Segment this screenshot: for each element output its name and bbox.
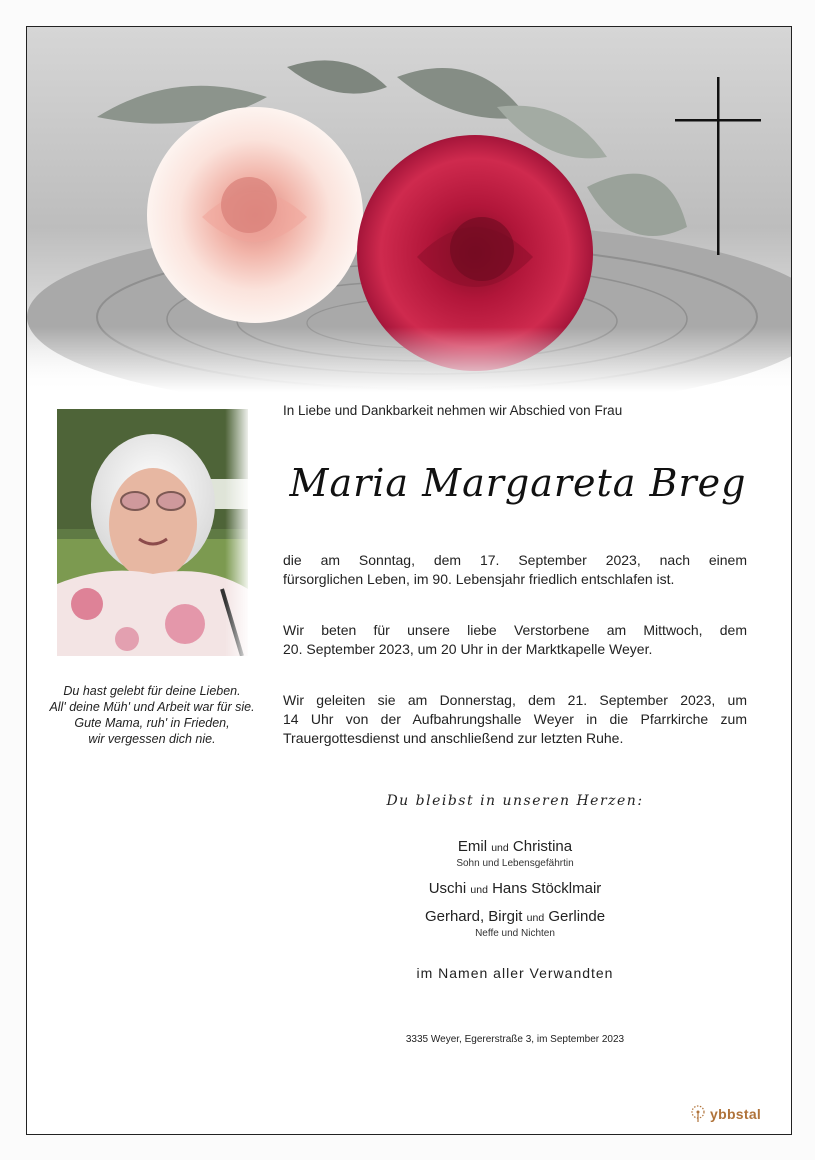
paragraph-line: Wir beten für unsere liebe Verstorbene am Mittwoch, dem: [283, 622, 747, 638]
closing-line: im Namen aller Verwandten: [416, 965, 614, 981]
brand-logo: [689, 1105, 761, 1123]
brand-name: ybbstal: [710, 1106, 762, 1122]
quote-line: Du hast gelebt für deine Lieben.: [63, 684, 241, 698]
mourner-relation: Neffe und Nichten: [475, 928, 555, 939]
intro-text: In Liebe und Dankbarkeit nehmen wir Abschied von Frau: [283, 403, 623, 418]
mourner-name: Hans Stöcklmair: [492, 880, 602, 897]
paragraph-line: fürsorglichen Leben, im 90. Lebensjahr friedlich entschlafen ist.: [283, 571, 675, 587]
obituary-sheet: [26, 26, 792, 1135]
mourner-name: Emil: [457, 838, 488, 855]
conjunction: und: [491, 842, 509, 854]
quote-line: wir vergessen dich nie.: [88, 732, 216, 746]
mourner-relation: Sohn und Lebensgefährtin: [456, 858, 574, 869]
mourner-group: [283, 907, 747, 940]
paragraph-line: 14 Uhr von der Aufbahrungshalle Weyer in die Pfarrkirche zum: [283, 711, 747, 727]
conjunction: und: [470, 884, 488, 896]
quote-line: All' deine Müh' und Arbeit war für sie.: [49, 700, 255, 714]
paragraph-line: Wir geleiten sie am Donnerstag, dem 21. September 2023, um: [283, 692, 747, 708]
paragraph-line: Trauergottesdienst und anschließend zur letzten Ruhe.: [283, 730, 624, 746]
portrait-photo: [57, 409, 248, 656]
cross-icon: [675, 77, 761, 257]
mourner-name: Gerhard, Birgit: [424, 908, 523, 925]
mourner-name: Uschi: [428, 880, 467, 897]
paragraph-line: 20. September 2023, um 20 Uhr in der Marktkapelle Weyer.: [283, 641, 653, 657]
mourner-name: Gerlinde: [548, 908, 606, 925]
mourner-name: Christina: [512, 838, 573, 855]
funeral-announcement: [283, 691, 747, 748]
motto: Du bleibst in unseren Herzen:: [386, 793, 644, 809]
prayer-announcement: [283, 621, 747, 659]
address-line: 3335 Weyer, Egererstraße 3, im September 2023: [405, 1034, 625, 1045]
paragraph-line: die am Sonntag, dem 17. September 2023, nach einem: [283, 552, 747, 568]
memorial-quote: [27, 683, 277, 747]
deceased-name: Maria Margareta Breg: [289, 461, 747, 505]
quote-line: Gute Mama, ruh' in Frieden,: [74, 716, 230, 730]
mourner-group: [283, 837, 747, 870]
conjunction: und: [526, 912, 545, 924]
death-announcement: [283, 551, 747, 589]
dandelion-icon: [689, 1105, 707, 1123]
mourner-group: [283, 879, 747, 900]
